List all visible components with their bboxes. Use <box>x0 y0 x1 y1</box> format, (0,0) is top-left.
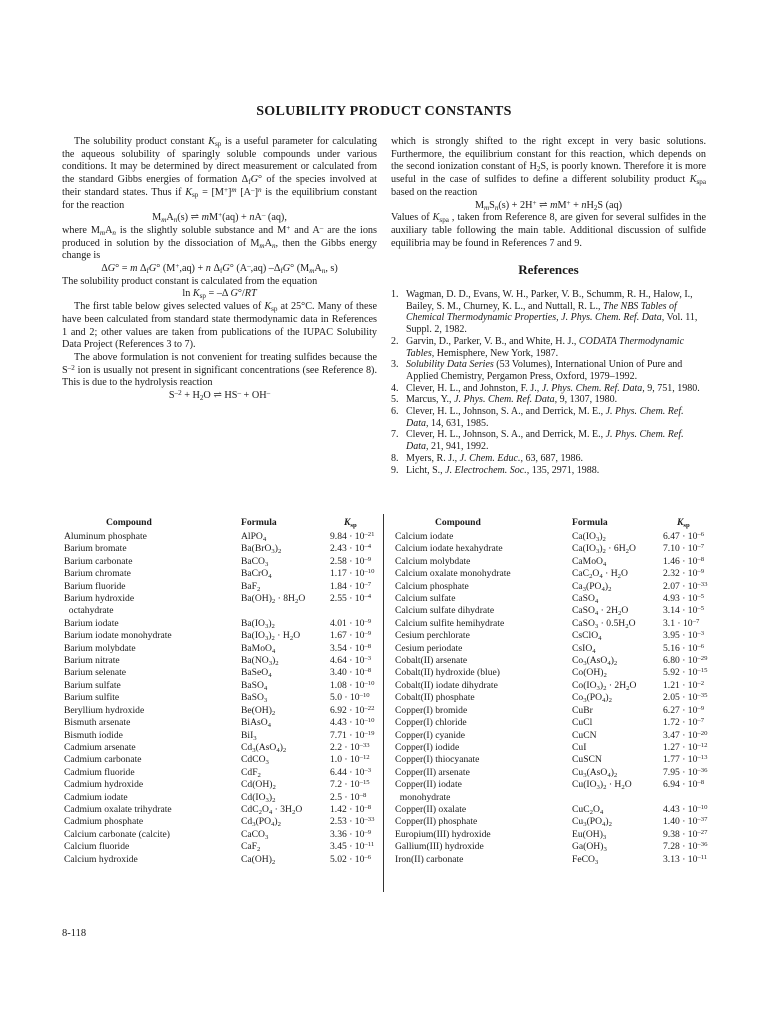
compound-cell: Aluminum phosphate <box>64 531 147 542</box>
compound-cell: Iron(II) carbonate <box>395 853 464 865</box>
reference-item <box>391 406 706 429</box>
compound-cell: Barium selenate <box>64 667 127 679</box>
ksp-cell: $3.40 \cdot 10^{-8}$ <box>330 667 372 679</box>
compound-cell: Copper(II) iodate monohydrate <box>395 779 462 803</box>
reference-item <box>391 429 706 452</box>
table-row <box>395 531 757 543</box>
reference-text: Myers, R. J., J. Chem. Educ., 63, 687, 1986. <box>406 452 583 464</box>
compound-cell: Cadmium iodate <box>64 791 128 803</box>
ksp-cell: $1.72 \cdot 10^{-7}$ <box>663 717 705 729</box>
table-row <box>64 543 424 555</box>
ksp-cell: $7.95 \cdot 10^{-36}$ <box>663 766 708 778</box>
formula-cell: $Cd_3(PO_4)_2$ <box>241 816 281 829</box>
table-row <box>64 754 424 766</box>
formula-cell: BaCrO$_4$ <box>241 568 272 581</box>
table-row <box>395 692 757 704</box>
table-row <box>395 667 757 679</box>
reference-number: 8. <box>391 452 399 464</box>
compound-cell: Copper(I) iodide <box>395 741 460 753</box>
ksp-cell: $3.47 \cdot 10^{-20}$ <box>663 729 708 741</box>
formula-cell: $Ca_3(PO_4)_2$ <box>572 580 612 593</box>
table-row <box>395 556 757 568</box>
table-row <box>64 556 424 568</box>
formula-cell: BiI$_3$ <box>241 729 257 742</box>
table-row <box>64 854 424 866</box>
table-row <box>64 655 424 667</box>
formula-cell: $Cd(OH)_2$ <box>241 779 276 792</box>
ksp-cell: $5.92 \cdot 10^{-15}$ <box>663 667 708 679</box>
compound-cell: Calcium iodate hexahydrate <box>395 543 503 555</box>
table-row <box>395 593 757 605</box>
ksp-cell: $1.17 \cdot 10^{-10}$ <box>330 568 375 580</box>
formula-cell: CuCl <box>572 717 593 729</box>
formula-cell: $Co(OH)_2$ <box>572 667 607 680</box>
table-row <box>395 754 757 766</box>
table-row <box>64 581 424 593</box>
reference-number: 5. <box>391 394 399 406</box>
compound-cell: Barium molybdate <box>64 642 136 654</box>
formula-cell: CuSCN <box>572 754 602 766</box>
table-row <box>64 792 424 804</box>
table-row <box>64 568 424 580</box>
formula-cell: CaMoO$_4$ <box>572 555 607 568</box>
compound-cell: Cadmium fluoride <box>64 766 135 778</box>
table-row <box>64 531 424 543</box>
compound-cell: Cobalt(II) hydroxide (blue) <box>395 667 500 679</box>
ksp-cell: $4.93 \cdot 10^{-5}$ <box>663 593 705 605</box>
ksp-cell: $2.5 \cdot 10^{-8}$ <box>330 791 367 803</box>
equation-dissolution: $M_mA_n(s)$ ⇌ mM+(aq) + nA– (aq), <box>152 211 287 225</box>
compound-cell: Bismuth arsenate <box>64 717 131 729</box>
formula-cell: BaMoO$_4$ <box>241 642 276 655</box>
formula-cell: $Co_3(AsO_4)_2$ <box>572 655 618 668</box>
reference-text: Solubility Data Series (53 Volumes), International Union of Pure and Applied Chemistry, Pergamon Press, Oxford, 1979–1992. <box>406 359 683 382</box>
table-row <box>64 680 424 692</box>
reference-text: Clever, H. L., Johnson, S. A., and Derrick, M. E., J. Phys. Chem. Ref. Data, 21, 941, 1992. <box>406 429 684 453</box>
table-row <box>64 717 424 729</box>
table-header-row <box>64 516 424 531</box>
compound-cell: Cobalt(II) arsenate <box>395 655 468 667</box>
formula-cell: $Eu(OH)_3$ <box>572 828 607 841</box>
formula-cell: $Be(OH)_2$ <box>241 704 276 717</box>
ksp-cell: $3.14 \cdot 10^{-5}$ <box>663 605 705 617</box>
ksp-cell: $6.94 \cdot 10^{-8}$ <box>663 779 705 791</box>
table-row <box>395 854 757 866</box>
formula-cell: BaCO$_3$ <box>241 555 269 568</box>
table-row <box>395 568 757 580</box>
ksp-cell: $3.13 \cdot 10^{-11}$ <box>663 853 708 865</box>
table-row <box>395 643 757 655</box>
reference-number: 6. <box>391 406 399 418</box>
compound-cell: Barium iodate monohydrate <box>64 630 172 642</box>
reference-item <box>391 453 706 465</box>
ksp-cell: $1.46 \cdot 10^{-8}$ <box>663 555 705 567</box>
ksp-cell: $2.43 \cdot 10^{-4}$ <box>330 543 372 555</box>
compound-cell: Calcium sulfite hemihydrate <box>395 617 505 629</box>
ksp-cell: $1.27 \cdot 10^{-12}$ <box>663 741 708 753</box>
compound-cell: Beryllium hydroxide <box>64 704 145 716</box>
formula-cell: $Ba(BrO_3)_2$ <box>241 543 282 556</box>
table-row <box>395 730 757 742</box>
ksp-cell: $2.55 \cdot 10^{-4}$ <box>330 593 372 605</box>
formula-cell: CuBr <box>572 704 593 716</box>
ksp-cell: $5.16 \cdot 10^{-6}$ <box>663 642 705 654</box>
table-row <box>395 717 757 729</box>
intro-paragraph-5: The above formulation is not convenient for treating sulfides because the $S^{-2}$ ion is usually not present in significant concentrations (see Reference 8). This is due to the hydrolysis reaction <box>62 351 377 389</box>
ksp-cell: $3.36 \cdot 10^{-9}$ <box>330 828 372 840</box>
ksp-cell: $6.44 \cdot 10^{-3}$ <box>330 766 372 778</box>
table-row <box>64 593 424 618</box>
ksp-cell: $6.27 \cdot 10^{-9}$ <box>663 704 705 716</box>
intro-right-column <box>391 136 706 476</box>
page-number: 8-118 <box>62 928 87 939</box>
ksp-cell: $7.2 \cdot 10^{-15}$ <box>330 779 370 791</box>
table-row <box>395 680 757 692</box>
formula-cell: $Cd(IO_3)_2$ <box>241 791 276 804</box>
compound-cell: Barium sulfate <box>64 679 121 691</box>
table-row <box>395 655 757 667</box>
reference-item <box>391 359 706 382</box>
reference-number: 4. <box>391 382 399 394</box>
formula-cell: $Ba(OH)_2 \cdot 8H_2O$ <box>241 593 306 606</box>
compound-cell: Copper(II) arsenate <box>395 766 470 778</box>
formula-cell: $Cu(IO_3)_2 \cdot H_2O$ <box>572 779 632 792</box>
formula-cell: CaF$_2$ <box>241 841 261 854</box>
compound-cell: Bismuth iodide <box>64 729 123 741</box>
table-row <box>64 618 424 630</box>
formula-cell: $Ca(OH)_2$ <box>241 853 276 866</box>
formula-cell: CaSO$_4$ <box>572 593 599 606</box>
ksp-cell: $2.32 \cdot 10^{-9}$ <box>663 568 705 580</box>
table-row <box>64 643 424 655</box>
compound-cell: Calcium molybdate <box>395 555 471 567</box>
reference-number: 3. <box>391 359 399 371</box>
formula-cell: BiAsO$_4$ <box>241 717 272 730</box>
reference-text: Clever, H. L., and Johnston, F. J., J. Phys. Chem. Ref. Data, 9, 751, 1980. <box>406 382 700 394</box>
formula-cell: CsIO$_4$ <box>572 642 596 655</box>
ksp-cell: $1.40 \cdot 10^{-37}$ <box>663 816 708 828</box>
compound-cell: Cesium periodate <box>395 642 463 654</box>
compound-cell: Calcium sulfate <box>395 593 456 605</box>
ksp-cell: $2.05 \cdot 10^{-35}$ <box>663 692 708 704</box>
formula-cell: $Ba(IO_3)_2$ <box>241 617 275 630</box>
ksp-cell: $2.53 \cdot 10^{-33}$ <box>330 816 375 828</box>
intro-paragraph-7: Values of $K_{spa}$ , taken from Reference 8, are given for several sulfides in the auxiliary table following the main table. Additional discussion of sulfide equilibria may be found in References 7 and 9. <box>391 212 706 249</box>
ksp-cell: $6.92 \cdot 10^{-22}$ <box>330 704 375 716</box>
header-compound: Compound <box>106 517 152 529</box>
formula-cell: BaSO$_4$ <box>241 679 268 692</box>
ksp-cell: $1.42 \cdot 10^{-8}$ <box>330 803 372 815</box>
compound-cell: Cadmium arsenate <box>64 741 136 753</box>
table-row <box>64 705 424 717</box>
header-formula: Formula <box>572 517 608 529</box>
formula-cell: CdF$_2$ <box>241 766 261 779</box>
ksp-cell: $3.95 \cdot 10^{-3}$ <box>663 630 705 642</box>
table-row <box>64 804 424 816</box>
ksp-cell: $1.08 \cdot 10^{-10}$ <box>330 679 375 691</box>
ksp-cell: $1.0 \cdot 10^{-12}$ <box>330 754 370 766</box>
reference-item <box>391 465 706 477</box>
formula-cell: BaSO$_3$ <box>241 692 268 705</box>
compound-cell: Cobalt(II) iodate dihydrate <box>395 679 498 691</box>
table-row <box>395 543 757 555</box>
formula-cell: $Cu_3(PO_4)_2$ <box>572 816 612 829</box>
compound-cell: Cadmium carbonate <box>64 754 142 766</box>
compound-cell: Calcium hydroxide <box>64 853 138 865</box>
ksp-cell: $1.77 \cdot 10^{-13}$ <box>663 754 708 766</box>
compound-cell: Barium nitrate <box>64 655 120 667</box>
formula-cell: CdCO$_3$ <box>241 754 269 767</box>
formula-cell: $Ba(NO_3)_2$ <box>241 655 279 668</box>
compound-cell: Cobalt(II) phosphate <box>395 692 475 704</box>
formula-cell: CuCN <box>572 729 597 741</box>
table-row <box>64 630 424 642</box>
table-row <box>395 618 757 630</box>
formula-cell: BaSeO$_4$ <box>241 667 272 680</box>
formula-cell: CaSO$_3$ · $0.5H_2O$ <box>572 617 636 630</box>
compound-cell: Copper(I) cyanide <box>395 729 466 741</box>
table-row <box>64 841 424 853</box>
ksp-cell: $2.58 \cdot 10^{-9}$ <box>330 555 372 567</box>
table-row <box>64 829 424 841</box>
reference-text: Garvin, D., Parker, V. B., and White, H. J., CODATA Thermodynamic Tables, Hemisphere, New York, 1987. <box>406 335 685 359</box>
compound-cell: Gallium(III) hydroxide <box>395 841 484 853</box>
ksp-cell: $4.43 \cdot 10^{-10}$ <box>330 717 375 729</box>
intro-paragraph-6: which is strongly shifted to the right except in very basic solutions. Furthermore, the equilibrium constant for this reaction, which depends on the second ionization constant of $H_2S$, is poorly known. Therefore it is more useful in the case of sulfides to define a different solubility product $K_{spa}$ based on the reaction <box>391 136 706 198</box>
table-row <box>395 829 757 841</box>
references-list <box>391 289 706 476</box>
equation-hydrolysis: $S^{-2} + H_2O$ ⇌ HS– + OH– <box>168 388 271 403</box>
formula-cell: $Cd_3(AsO_4)_2$ <box>241 741 287 754</box>
ksp-cell: $1.84 \cdot 10^{-7}$ <box>330 580 372 592</box>
intro-paragraph-4: The first table below gives selected values of $K_{sp}$ at 25°C. Many of these have been calculated from standard state thermodynamic data in References 1 and 2; other values are taken from publications of the IUPAC Solubility Data Project (References 3 to 7). <box>62 301 377 351</box>
header-compound: Compound <box>435 517 481 529</box>
intro-paragraph-3: The solubility product constant is calculated from the equation <box>62 275 318 287</box>
reference-number: 7. <box>391 429 399 441</box>
table-row <box>395 605 757 617</box>
formula-cell: $CuC_2O_4$ <box>572 803 604 816</box>
formula-cell: $Ba(IO_3)_2 \cdot H_2O$ <box>241 630 301 643</box>
formula-cell: CaSO$_4$ · $2H_2O$ <box>572 605 629 618</box>
ksp-cell: $9.84 \cdot 10^{-21}$ <box>330 530 375 542</box>
ksp-cell: $3.45 \cdot 10^{-11}$ <box>330 841 375 853</box>
ksp-cell: $7.10 \cdot 10^{-7}$ <box>663 543 705 555</box>
compound-cell: Barium fluoride <box>64 580 126 592</box>
table-row <box>395 804 757 816</box>
ksp-cell: $6.47 \cdot 10^{-6}$ <box>663 530 705 542</box>
formula-cell: $Cu_3(AsO_4)_2$ <box>572 766 618 779</box>
table-row <box>64 692 424 704</box>
table-header-row <box>395 516 757 531</box>
compound-cell: Barium carbonate <box>64 555 133 567</box>
ksp-cell: $4.64 \cdot 10^{-3}$ <box>330 655 372 667</box>
compound-cell: Barium iodate <box>64 617 119 629</box>
table-row <box>395 816 757 828</box>
table-row <box>64 816 424 828</box>
compound-cell: Cadmium hydroxide <box>64 779 144 791</box>
reference-item <box>391 336 706 359</box>
table-row <box>64 767 424 779</box>
table-row <box>395 742 757 754</box>
reference-item <box>391 383 706 395</box>
ksp-table-right <box>395 516 757 866</box>
ksp-cell: $9.38 \cdot 10^{-27}$ <box>663 828 708 840</box>
equation-gibbs: ΔG° = m $\Delta_fG^\circ$ (M+,aq) + n $\Delta_fG^\circ$ (A–,aq) $-\Delta_fG^\circ$ ($M_mA_n$, s) <box>101 261 338 276</box>
formula-cell: AlPO$_4$ <box>241 531 267 544</box>
ksp-cell: $2.2 \cdot 10^{-33}$ <box>330 741 370 753</box>
reference-text: Marcus, Y., J. Phys. Chem. Ref. Data, 9, 1307, 1980. <box>406 394 618 406</box>
compound-cell: Copper(I) bromide <box>395 704 468 716</box>
formula-cell: $Co_3(PO_4)_2$ <box>572 692 612 705</box>
compound-cell: Copper(I) thiocyanate <box>395 754 480 766</box>
ksp-cell: $5.02 \cdot 10^{-6}$ <box>330 853 372 865</box>
compound-cell: Calcium oxalate monohydrate <box>395 568 511 580</box>
ksp-cell: $4.01 \cdot 10^{-9}$ <box>330 617 372 629</box>
ksp-cell: $3.54 \cdot 10^{-8}$ <box>330 642 372 654</box>
ksp-cell: $4.43 \cdot 10^{-10}$ <box>663 803 708 815</box>
header-ksp: $K_{sp}$ <box>344 517 357 530</box>
compound-cell: Calcium fluoride <box>64 841 130 853</box>
table-row <box>64 779 424 791</box>
compound-cell: Barium bromate <box>64 543 127 555</box>
compound-cell: Barium hydroxide octahydrate <box>64 593 135 617</box>
table-row <box>64 742 424 754</box>
equation-ksp: $\ln K_{sp} = -\Delta$ G°/RT <box>182 288 257 301</box>
reference-item <box>391 394 706 406</box>
formula-cell: FeCO$_3$ <box>572 853 599 866</box>
table-row <box>395 630 757 642</box>
reference-text: Clever, H. L., Johnson, S. A., and Derrick, M. E., J. Phys. Chem. Ref. Data, 14, 631, 1985. <box>406 406 684 429</box>
formula-cell: $CdC_2O_4 \cdot 3H_2O$ <box>241 803 303 816</box>
header-formula: Formula <box>241 517 277 529</box>
compound-cell: Copper(I) chloride <box>395 717 467 729</box>
header-ksp: $K_{sp}$ <box>677 517 690 530</box>
formula-cell: CsClO$_4$ <box>572 630 602 643</box>
formula-cell: $Ca(IO_3)_2$ <box>572 531 606 544</box>
ksp-cell: $1.21 \cdot 10^{-2}$ <box>663 679 705 691</box>
references-heading: References <box>518 262 579 278</box>
compound-cell: Calcium phosphate <box>395 580 469 592</box>
compound-cell: Copper(II) oxalate <box>395 803 467 815</box>
compound-cell: Cadmium phosphate <box>64 816 144 828</box>
ksp-cell: $5.0 \cdot 10^{-10}$ <box>330 692 370 704</box>
compound-cell: Calcium iodate <box>395 531 454 542</box>
formula-cell: CuI <box>572 741 587 753</box>
table-row <box>395 767 757 779</box>
table-row <box>395 581 757 593</box>
table-row <box>395 779 757 804</box>
reference-number: 9. <box>391 464 399 476</box>
formula-cell: BaF$_2$ <box>241 580 261 593</box>
compound-cell: Europium(III) hydroxide <box>395 828 491 840</box>
ksp-cell: $7.28 \cdot 10^{-36}$ <box>663 841 708 853</box>
intro-left-column <box>62 136 377 403</box>
compound-cell: Barium chromate <box>64 568 131 580</box>
ksp-table-left <box>64 516 424 866</box>
table-row <box>64 667 424 679</box>
compound-cell: Calcium carbonate (calcite) <box>64 828 171 840</box>
reference-item <box>391 289 706 336</box>
compound-cell: Calcium sulfate dihydrate <box>395 605 495 617</box>
reference-text: Wagman, D. D., Evans, W. H., Parker, V. B., Schumm, R. H., Halow, I., Bailey, S. M., Churney, K. L., and Nuttall, R. L., The NBS Tables of Chemical Thermodynamic Properties, J. Phys. Chem. Ref. Data, Vol. 11, Suppl. 2, 1982. <box>406 289 698 336</box>
ksp-cell: $3.1 \cdot 10^{-7}$ <box>663 617 700 629</box>
reference-number: 2. <box>391 335 399 347</box>
table-row <box>64 730 424 742</box>
formula-cell: $CaC_2O_4 \cdot H_2O$ <box>572 568 628 581</box>
formula-cell: CaCO$_3$ <box>241 828 269 841</box>
table-row <box>395 841 757 853</box>
compound-cell: Cesium perchlorate <box>395 630 470 642</box>
table-row <box>395 705 757 717</box>
page-title: SOLUBILITY PRODUCT CONSTANTS <box>256 104 512 119</box>
compound-cell: Barium sulfite <box>64 692 120 704</box>
reference-number: 1. <box>391 289 399 301</box>
ksp-cell: $2.07 \cdot 10^{-33}$ <box>663 580 708 592</box>
formula-cell: $Ga(OH)_3$ <box>572 841 607 854</box>
ksp-cell: $6.80 \cdot 10^{-29}$ <box>663 655 708 667</box>
reference-text: Licht, S., J. Electrochem. Soc., 135, 2971, 1988. <box>406 464 600 476</box>
formula-cell: $Co(IO_3)_2 \cdot 2H_2O$ <box>572 679 637 692</box>
equation-sulfide: $M_mS_n(s) + 2H^+$ ⇌ $mM^+ + nH_2S$ (aq) <box>474 198 623 212</box>
compound-cell: Copper(II) phosphate <box>395 816 478 828</box>
formula-cell: $Ca(IO_3)_2 \cdot 6H_2O$ <box>572 543 636 556</box>
intro-paragraph-1: The solubility product constant $K_{sp}$ is a useful parameter for calculating the aqueous solubility of sparingly soluble compounds under various conditions. It may be determined by direct measurement or calculated from the standard Gibbs energies of formation $\Delta_fG^\circ$ of the species involved at their standard states. Thus if $K_{sp} = [M^+]^m$ $[A^-]^n$ is the equilibrium constant for the reaction <box>62 136 378 211</box>
ksp-cell: $7.71 \cdot 10^{-19}$ <box>330 729 375 741</box>
ksp-cell: $1.67 \cdot 10^{-9}$ <box>330 630 372 642</box>
compound-cell: Cadmium oxalate trihydrate <box>64 803 172 815</box>
intro-paragraph-2: where $M_mA_n$ is the slightly soluble substance and M+ and A– are the ions produced in solution by the dissociation of $M_mA_n$, then the Gibbs energy change is <box>62 223 377 262</box>
